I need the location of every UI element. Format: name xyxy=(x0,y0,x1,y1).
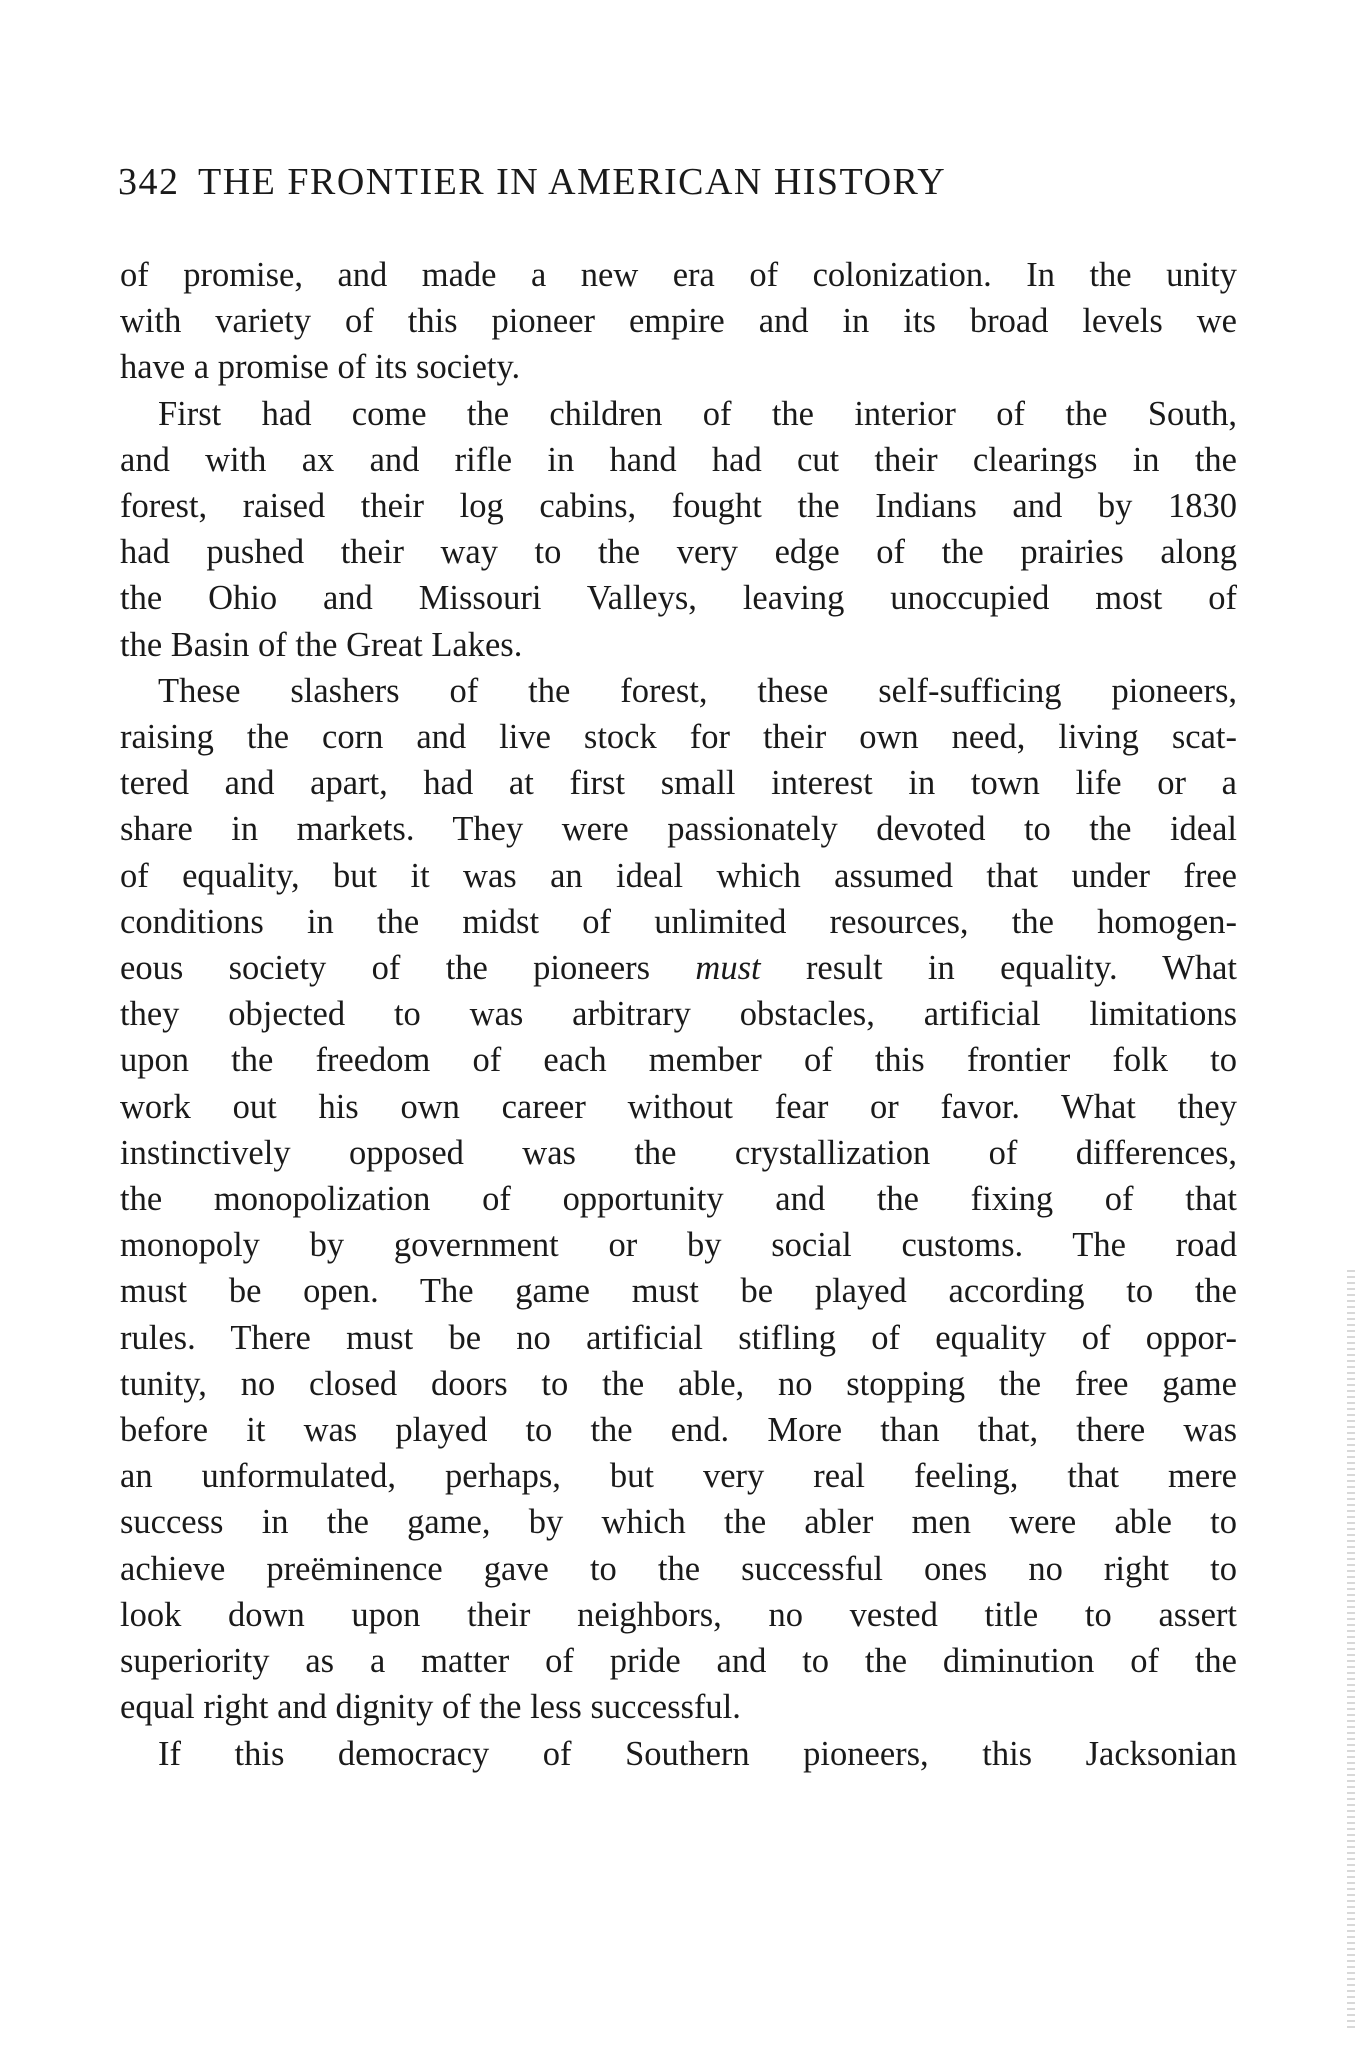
text-line: an unformulated, perhaps, but very real feeling, that mere xyxy=(120,1457,1237,1496)
text-fragment: eous society of the pioneers xyxy=(120,949,651,988)
text-line: First had come the children of the interior of the South, xyxy=(158,394,1237,433)
text-line: had pushed their way to the very edge of the prairies along xyxy=(120,533,1237,572)
text-line: of equality, but it was an ideal which assumed that under free xyxy=(120,856,1237,895)
text-line: they objected to was arbitrary obstacles, artificial limitations xyxy=(120,995,1237,1034)
text-line: before it was played to the end. More than that, there was xyxy=(120,1411,1237,1450)
text-line: tered and apart, had at first small interest in town life or a xyxy=(120,764,1237,803)
text-line: with variety of this pioneer empire and in its broad levels we xyxy=(120,302,1237,341)
text-line: rules. There must be no artificial stifling of equality of oppor- xyxy=(120,1318,1237,1357)
text-line: the Ohio and Missouri Valleys, leaving unoccupied most of xyxy=(120,579,1237,618)
paragraph-1 xyxy=(120,252,1237,391)
text-line: have a promise of its society. xyxy=(120,348,521,387)
text-line: success in the game, by which the abler men were able to xyxy=(120,1503,1237,1542)
text-line: tunity, no closed doors to the able, no stopping the free game xyxy=(120,1364,1237,1403)
text-line: the Basin of the Great Lakes. xyxy=(120,625,523,664)
page-number: 342 xyxy=(118,161,180,203)
page-edge-scan-artifact xyxy=(1347,1270,1355,2030)
text-line: share in markets. They were passionately devoted to the ideal xyxy=(120,810,1237,849)
text-line: If this democracy of Southern pioneers, this Jacksonian xyxy=(158,1734,1237,1773)
running-head xyxy=(118,158,1228,206)
paragraph-2 xyxy=(120,391,1237,668)
text-line: forest, raised their log cabins, fought the Indians and by 1830 xyxy=(120,487,1237,526)
text-line: upon the freedom of each member of this frontier folk to xyxy=(120,1041,1237,1080)
paragraph-4 xyxy=(120,1731,1237,1777)
text-line: and with ax and rifle in hand had cut their clearings in the xyxy=(120,440,1237,479)
text-line: must be open. The game must be played according to the xyxy=(120,1272,1237,1311)
text-line: monopoly by government or by social customs. The road xyxy=(120,1226,1237,1265)
emphasis-text: must xyxy=(695,949,761,988)
book-title: THE FRONTIER IN AMERICAN HISTORY xyxy=(198,161,947,203)
text-line-with-emphasis xyxy=(120,945,1237,991)
text-line: equal right and dignity of the less successful. xyxy=(120,1688,741,1727)
text-line: achieve preëminence gave to the successful ones no right to xyxy=(120,1549,1237,1588)
text-fragment: result in equality. What xyxy=(805,949,1238,988)
text-line: the monopolization of opportunity and the fixing of that xyxy=(120,1180,1237,1219)
text-line: conditions in the midst of unlimited resources, the homogen- xyxy=(120,902,1237,941)
text-line: work out his own career without fear or favor. What they xyxy=(120,1087,1237,1126)
text-line: look down upon their neighbors, no vested title to assert xyxy=(120,1595,1237,1634)
text-line: These slashers of the forest, these self-sufficing pioneers, xyxy=(158,671,1237,710)
text-line: instinctively opposed was the crystallization of differences, xyxy=(120,1133,1237,1172)
paragraph-3 xyxy=(120,668,1237,1731)
body-text xyxy=(120,252,1237,1777)
text-line: of promise, and made a new era of colonization. In the unity xyxy=(120,256,1237,294)
text-line: raising the corn and live stock for their own need, living scat- xyxy=(120,718,1237,757)
text-line: superiority as a matter of pride and to the diminution of the xyxy=(120,1642,1237,1681)
